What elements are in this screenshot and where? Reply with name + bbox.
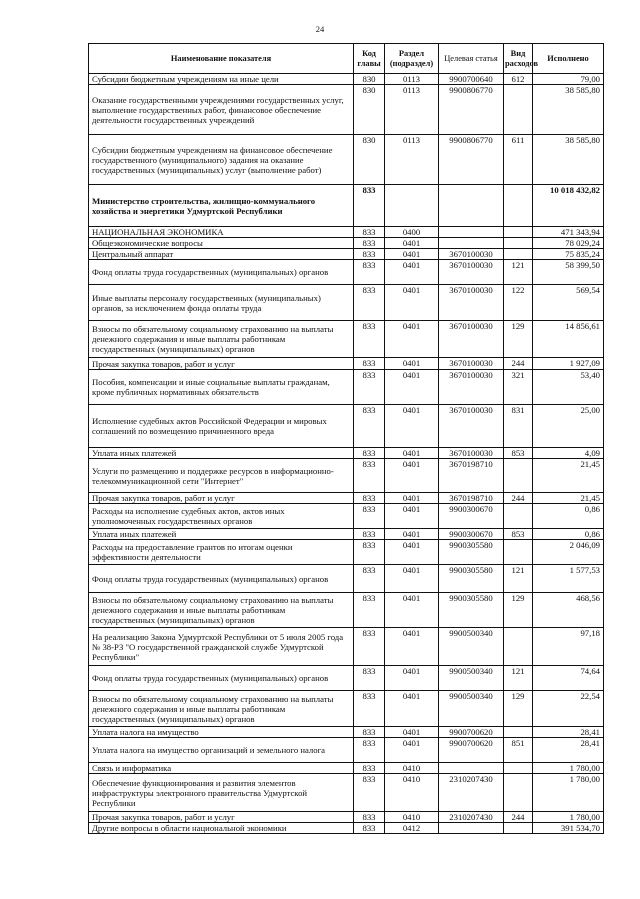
cell-name: Взносы по обязательному социальному страхованию на выплаты денежного содержания и иные выплаты работникам государственных (муниципальных) органов <box>89 593 354 628</box>
cell-target: 9900305580 <box>439 593 504 628</box>
cell-executed: 58 399,50 <box>533 260 604 285</box>
table-row <box>89 763 604 774</box>
cell-name: Уплата иных платежей <box>89 529 354 540</box>
cell-name: Уплата налога на имущество организаций и земельного налога <box>89 738 354 763</box>
cell-type: 121 <box>504 565 533 593</box>
cell-executed: 53,40 <box>533 370 604 405</box>
cell-type <box>504 85 533 135</box>
cell-name: Другие вопросы в области национальной экономики <box>89 823 354 834</box>
cell-executed: 22,54 <box>533 691 604 727</box>
cell-target: 3670100030 <box>439 448 504 459</box>
cell-name: Прочая закупка товаров, работ и услуг <box>89 358 354 370</box>
table-row <box>89 459 604 493</box>
table-row <box>89 812 604 823</box>
cell-name: Исполнение судебных актов Российской Федерации и мировых соглашений по возмещению причиненного вреда <box>89 405 354 448</box>
cell-section: 0401 <box>385 593 439 628</box>
cell-name: НАЦИОНАЛЬНАЯ ЭКОНОМИКА <box>89 227 354 238</box>
budget-table <box>88 43 604 834</box>
table-row <box>89 504 604 529</box>
cell-type <box>504 504 533 529</box>
cell-section: 0401 <box>385 691 439 727</box>
cell-name: Оказание государственными учреждениями государственных услуг, выполнение государственных работ, финансовое обеспечение деятельности государственных учреждений <box>89 85 354 135</box>
cell-executed: 1 927,09 <box>533 358 604 370</box>
cell-executed: 1 780,00 <box>533 763 604 774</box>
cell-type: 244 <box>504 812 533 823</box>
cell-section: 0113 <box>385 74 439 85</box>
cell-code: 833 <box>354 691 385 727</box>
cell-section: 0401 <box>385 459 439 493</box>
cell-code: 833 <box>354 493 385 504</box>
cell-target: 9900806770 <box>439 85 504 135</box>
cell-code: 833 <box>354 727 385 738</box>
cell-section: 0410 <box>385 774 439 812</box>
cell-section: 0401 <box>385 358 439 370</box>
cell-section: 0401 <box>385 727 439 738</box>
cell-type <box>504 727 533 738</box>
table-row <box>89 227 604 238</box>
cell-section: 0401 <box>385 448 439 459</box>
cell-target: 9900300670 <box>439 504 504 529</box>
table-row <box>89 249 604 260</box>
cell-code: 833 <box>354 628 385 666</box>
cell-section: 0401 <box>385 493 439 504</box>
cell-executed: 391 534,70 <box>533 823 604 834</box>
cell-code: 833 <box>354 227 385 238</box>
cell-section <box>385 185 439 227</box>
cell-code: 833 <box>354 738 385 763</box>
cell-target: 3670100030 <box>439 260 504 285</box>
cell-executed: 1 780,00 <box>533 812 604 823</box>
cell-target <box>439 185 504 227</box>
cell-code: 833 <box>354 321 385 358</box>
cell-section: 0401 <box>385 738 439 763</box>
table-row <box>89 666 604 691</box>
cell-target: 2310207430 <box>439 812 504 823</box>
cell-target: 9900305580 <box>439 540 504 565</box>
cell-executed: 4,09 <box>533 448 604 459</box>
cell-type: 129 <box>504 321 533 358</box>
cell-executed: 21,45 <box>533 459 604 493</box>
table-row <box>89 738 604 763</box>
cell-name: Субсидии бюджетным учреждениям на иные цели <box>89 74 354 85</box>
table-row <box>89 691 604 727</box>
cell-type: 831 <box>504 405 533 448</box>
cell-target: 3670198710 <box>439 493 504 504</box>
table-row <box>89 448 604 459</box>
cell-code: 833 <box>354 504 385 529</box>
cell-executed: 468,56 <box>533 593 604 628</box>
table-row <box>89 135 604 185</box>
cell-code: 833 <box>354 448 385 459</box>
cell-executed: 38 585,80 <box>533 135 604 185</box>
table-row <box>89 358 604 370</box>
cell-section: 0401 <box>385 260 439 285</box>
cell-target <box>439 227 504 238</box>
table-row <box>89 238 604 249</box>
cell-section: 0401 <box>385 321 439 358</box>
header-name: Наименование показателя <box>89 44 354 74</box>
cell-name: Расходы на исполнение судебных актов, актов иных уполномоченных государственных органов <box>89 504 354 529</box>
cell-executed: 75 835,24 <box>533 249 604 260</box>
table-row <box>89 370 604 405</box>
cell-section: 0410 <box>385 812 439 823</box>
cell-type <box>504 628 533 666</box>
table-row <box>89 628 604 666</box>
cell-code: 833 <box>354 763 385 774</box>
cell-type <box>504 459 533 493</box>
cell-type <box>504 249 533 260</box>
cell-type <box>504 774 533 812</box>
cell-type: 851 <box>504 738 533 763</box>
cell-type: 321 <box>504 370 533 405</box>
cell-type: 244 <box>504 493 533 504</box>
cell-target: 3670100030 <box>439 249 504 260</box>
cell-name: Иные выплаты персоналу государственных (муниципальных) органов, за исключением фонда оплаты труда <box>89 285 354 321</box>
cell-executed: 28,41 <box>533 727 604 738</box>
cell-section: 0401 <box>385 565 439 593</box>
cell-name: Уплата иных платежей <box>89 448 354 459</box>
cell-type <box>504 227 533 238</box>
cell-name: Центральный аппарат <box>89 249 354 260</box>
cell-code: 833 <box>354 185 385 227</box>
cell-target: 9900500340 <box>439 691 504 727</box>
cell-target: 3670100030 <box>439 370 504 405</box>
table-row <box>89 260 604 285</box>
cell-section: 0401 <box>385 285 439 321</box>
cell-target: 3670100030 <box>439 321 504 358</box>
cell-code: 830 <box>354 85 385 135</box>
cell-type <box>504 823 533 834</box>
cell-name: Связь и информатика <box>89 763 354 774</box>
cell-executed: 569,54 <box>533 285 604 321</box>
cell-code: 833 <box>354 285 385 321</box>
cell-name: Министерство строительства, жилищно-коммунального хозяйства и энергетики Удмуртской Республики <box>89 185 354 227</box>
cell-executed: 21,45 <box>533 493 604 504</box>
cell-section: 0412 <box>385 823 439 834</box>
cell-name: Прочая закупка товаров, работ и услуг <box>89 493 354 504</box>
cell-section: 0401 <box>385 504 439 529</box>
cell-code: 833 <box>354 823 385 834</box>
cell-executed: 10 018 432,82 <box>533 185 604 227</box>
header-code: Код главы <box>354 44 385 74</box>
cell-type: 122 <box>504 285 533 321</box>
cell-target: 2310207430 <box>439 774 504 812</box>
cell-code: 833 <box>354 238 385 249</box>
cell-code: 830 <box>354 135 385 185</box>
table-row <box>89 727 604 738</box>
cell-type: 853 <box>504 448 533 459</box>
cell-section: 0401 <box>385 666 439 691</box>
cell-executed: 471 343,94 <box>533 227 604 238</box>
cell-type: 129 <box>504 691 533 727</box>
cell-executed: 1 577,53 <box>533 565 604 593</box>
cell-target: 9900300670 <box>439 529 504 540</box>
cell-type: 244 <box>504 358 533 370</box>
header-executed: Исполнено <box>533 44 604 74</box>
cell-section: 0401 <box>385 529 439 540</box>
table-row <box>89 405 604 448</box>
cell-executed: 1 780,00 <box>533 774 604 812</box>
cell-section: 0401 <box>385 405 439 448</box>
cell-code: 833 <box>354 249 385 260</box>
cell-code: 833 <box>354 666 385 691</box>
table-row <box>89 321 604 358</box>
cell-name: Расходы на предоставление грантов по итогам оценки эффективности деятельности <box>89 540 354 565</box>
cell-section: 0410 <box>385 763 439 774</box>
cell-target <box>439 238 504 249</box>
table-row <box>89 74 604 85</box>
cell-target <box>439 823 504 834</box>
table-row <box>89 540 604 565</box>
cell-code: 833 <box>354 358 385 370</box>
cell-type: 612 <box>504 74 533 85</box>
cell-name: Субсидии бюджетным учреждениям на финансовое обеспечение государственного (муниципального) задания на оказание государственных (муниципальных) услуг (выполнение работ) <box>89 135 354 185</box>
table-row <box>89 774 604 812</box>
table-row <box>89 85 604 135</box>
cell-name: Прочая закупка товаров, работ и услуг <box>89 812 354 823</box>
cell-section: 0113 <box>385 135 439 185</box>
cell-executed: 38 585,80 <box>533 85 604 135</box>
cell-name: Уплата налога на имущество <box>89 727 354 738</box>
cell-executed: 79,00 <box>533 74 604 85</box>
cell-target: 3670100030 <box>439 358 504 370</box>
cell-type: 853 <box>504 529 533 540</box>
table-row <box>89 285 604 321</box>
cell-target: 9900305580 <box>439 565 504 593</box>
cell-section: 0401 <box>385 238 439 249</box>
cell-name: На реализацию Закона Удмуртской Республики от 5 июля 2005 года № 38-РЗ "О государственной гражданской службе Удмуртской Республики" <box>89 628 354 666</box>
cell-code: 833 <box>354 593 385 628</box>
cell-code: 833 <box>354 260 385 285</box>
cell-name: Фонд оплаты труда государственных (муниципальных) органов <box>89 565 354 593</box>
cell-executed: 97,18 <box>533 628 604 666</box>
cell-section: 0401 <box>385 540 439 565</box>
cell-name: Взносы по обязательному социальному страхованию на выплаты денежного содержания и иные выплаты работникам государственных (муниципальных) органов <box>89 321 354 358</box>
cell-section: 0401 <box>385 370 439 405</box>
cell-code: 833 <box>354 405 385 448</box>
cell-section: 0401 <box>385 628 439 666</box>
header-section: Раздел (подраздел) <box>385 44 439 74</box>
cell-executed: 2 046,09 <box>533 540 604 565</box>
cell-type <box>504 540 533 565</box>
cell-name: Фонд оплаты труда государственных (муниципальных) органов <box>89 260 354 285</box>
cell-name: Обеспечение функционирования и развития элементов инфраструктуры электронного правительства Удмуртской Республики <box>89 774 354 812</box>
cell-code: 833 <box>354 459 385 493</box>
cell-name: Общеэкономические вопросы <box>89 238 354 249</box>
cell-executed: 25,00 <box>533 405 604 448</box>
table-row <box>89 593 604 628</box>
cell-target: 9900700620 <box>439 738 504 763</box>
cell-code: 833 <box>354 812 385 823</box>
cell-target: 9900806770 <box>439 135 504 185</box>
cell-code: 833 <box>354 540 385 565</box>
cell-target <box>439 763 504 774</box>
cell-executed: 28,41 <box>533 738 604 763</box>
cell-target: 3670100030 <box>439 405 504 448</box>
cell-code: 833 <box>354 565 385 593</box>
cell-target: 9900500340 <box>439 628 504 666</box>
header-type: Вид расходов <box>504 44 533 74</box>
cell-section: 0113 <box>385 85 439 135</box>
cell-target: 9900700640 <box>439 74 504 85</box>
cell-section: 0401 <box>385 249 439 260</box>
cell-type: 121 <box>504 260 533 285</box>
cell-code: 833 <box>354 774 385 812</box>
table-row <box>89 565 604 593</box>
table-body <box>89 74 604 834</box>
cell-executed: 0,86 <box>533 504 604 529</box>
cell-type: 121 <box>504 666 533 691</box>
cell-name: Услуги по размещению и поддержке ресурсов в информационно-телекоммуникационной сети "Интернет" <box>89 459 354 493</box>
cell-executed: 74,64 <box>533 666 604 691</box>
cell-type <box>504 763 533 774</box>
cell-section: 0400 <box>385 227 439 238</box>
cell-code: 830 <box>354 74 385 85</box>
header-row <box>89 44 604 74</box>
cell-type: 611 <box>504 135 533 185</box>
cell-code: 833 <box>354 370 385 405</box>
page-number: 24 <box>315 24 325 34</box>
cell-executed: 78 029,24 <box>533 238 604 249</box>
table-row <box>89 529 604 540</box>
cell-executed: 14 856,61 <box>533 321 604 358</box>
table-row <box>89 185 604 227</box>
cell-target: 9900700620 <box>439 727 504 738</box>
table-header <box>89 44 604 74</box>
cell-name: Фонд оплаты труда государственных (муниципальных) органов <box>89 666 354 691</box>
cell-code: 833 <box>354 529 385 540</box>
cell-name: Взносы по обязательному социальному страхованию на выплаты денежного содержания и иные выплаты работникам государственных (муниципальных) органов <box>89 691 354 727</box>
cell-target: 3670198710 <box>439 459 504 493</box>
header-target: Целевая статья <box>439 44 504 74</box>
table-row <box>89 823 604 834</box>
cell-target: 3670100030 <box>439 285 504 321</box>
cell-type <box>504 185 533 227</box>
cell-executed: 0,86 <box>533 529 604 540</box>
cell-type: 129 <box>504 593 533 628</box>
cell-target: 9900500340 <box>439 666 504 691</box>
cell-type <box>504 238 533 249</box>
cell-name: Пособия, компенсации и иные социальные выплаты гражданам, кроме публичных нормативных обязательств <box>89 370 354 405</box>
table-row <box>89 493 604 504</box>
